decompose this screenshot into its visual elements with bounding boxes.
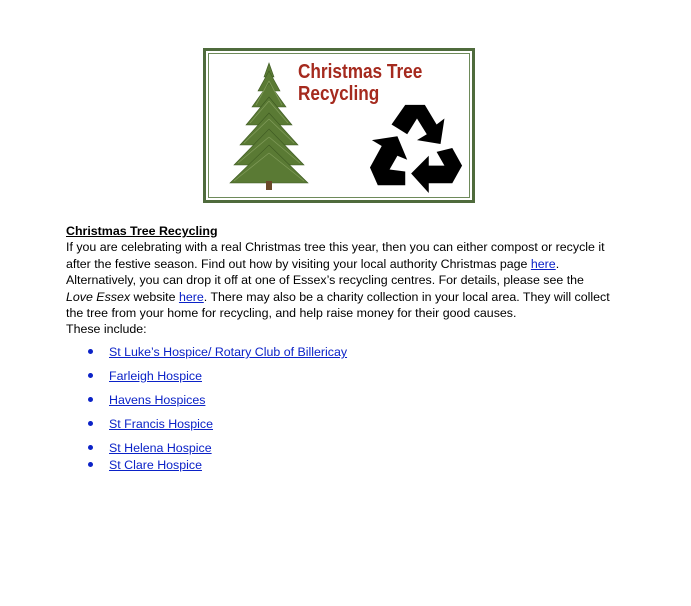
article-text-2: . Alternatively, you can drop it off at one of Essex’s recycling centres. For details, please see the xyxy=(66,256,584,288)
bullet-icon xyxy=(88,397,93,402)
banner-title-line2: Recycling xyxy=(298,83,380,105)
article-text-4: . There may also be a charity collection in your local area. They will collect the tree from your home for recycling, and help raise money for their good causes. xyxy=(66,289,610,321)
hospice-link-st-lukes[interactable]: St Luke’s Hospice/ Rotary Club of Billericay xyxy=(109,345,348,359)
list-item xyxy=(88,392,347,408)
love-essex-link[interactable]: here xyxy=(178,289,204,304)
list-item xyxy=(88,368,347,384)
christmas-tree-recycling-banner xyxy=(203,48,475,203)
list-item xyxy=(88,344,347,360)
list-item xyxy=(88,440,347,456)
hospice-link-havens[interactable]: Havens Hospices xyxy=(109,393,206,407)
bullet-icon xyxy=(88,373,93,378)
bullet-icon xyxy=(88,445,93,450)
hospice-link-st-helena[interactable]: St Helena Hospice xyxy=(109,441,212,455)
recycle-icon xyxy=(368,97,466,195)
bullet-icon xyxy=(88,421,93,426)
hospice-link-farleigh[interactable]: Farleigh Hospice xyxy=(109,369,202,383)
article xyxy=(66,223,614,338)
local-authority-link[interactable]: here xyxy=(530,256,556,271)
bullet-icon xyxy=(88,349,93,354)
article-heading: Christmas Tree Recycling xyxy=(66,224,218,238)
hospice-list xyxy=(88,344,347,473)
banner-title-line1: Christmas Tree xyxy=(298,61,423,83)
article-body xyxy=(66,239,614,321)
article-text-3: website xyxy=(130,289,179,304)
article-text-1: If you are celebrating with a real Christmas tree this year, then you can either compost or recycle it after the festive season. Find out how by visiting your local authority Christmas page xyxy=(66,240,605,271)
list-item xyxy=(88,457,347,473)
bullet-icon xyxy=(88,462,93,467)
these-include-text: These include: xyxy=(66,322,147,337)
list-item xyxy=(88,416,347,432)
love-essex-text: Love Essex xyxy=(66,289,131,304)
hospice-link-st-clare[interactable]: St Clare Hospice xyxy=(109,458,202,472)
hospice-link-st-francis[interactable]: St Francis Hospice xyxy=(109,417,213,431)
